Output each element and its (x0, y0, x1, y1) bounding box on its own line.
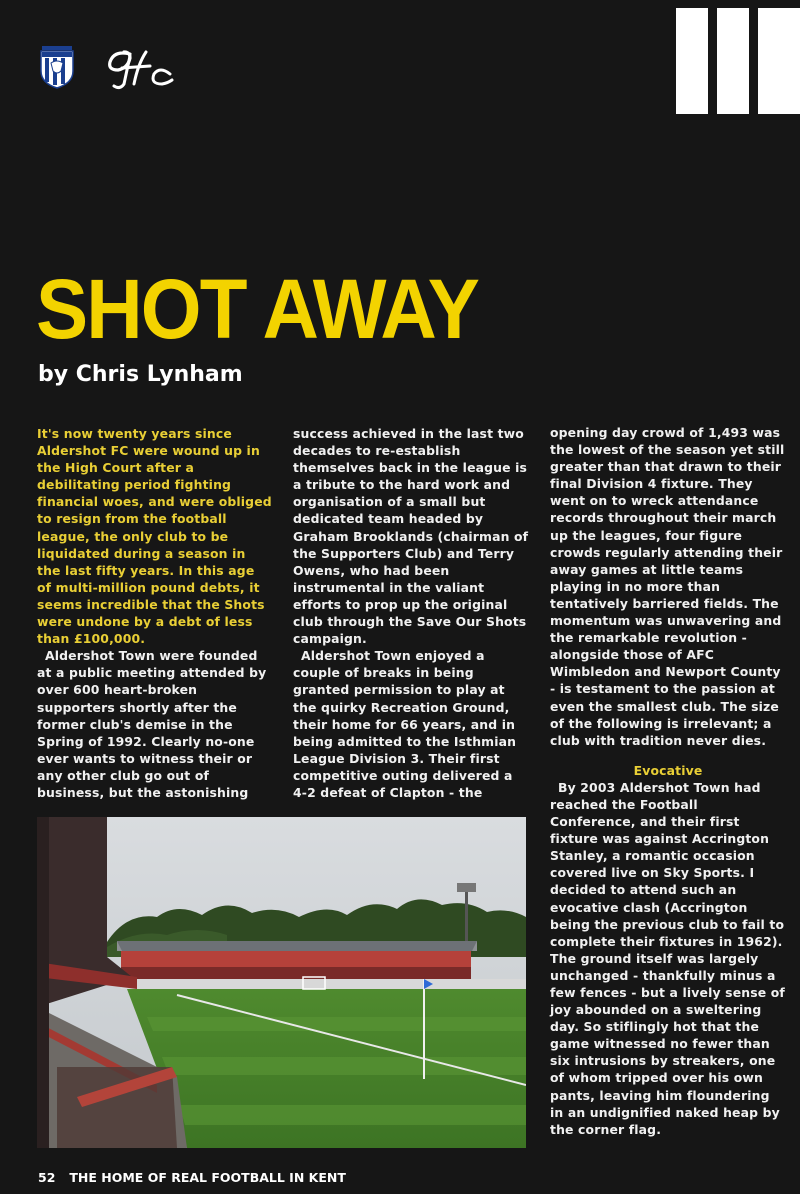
page-footer (38, 1170, 360, 1185)
body-paragraph: By 2003 Aldershot Town had reached the Football Conference, and their first fixture was against Accrington Stanley, a romantic occasion covered live on Sky Sports. I decided to attend such an evocative clash (Accrington being the previous club to fail to complete their fixtures in 1962). The ground itself was largely unchanged - thankfully minus a few fences - but a lively sense of joy abounded on a sweltering day. So stiflingly hot that the game witnessed no fewer than six intrusions by streakers, one of whom tripped over his own pants, leaving him floundering in an undignified naked heap by the corner flag. (550, 779, 785, 1137)
body-paragraph: opening day crowd of 1,493 was the lowest of the season yet still greater than that drawn to their final Division 4 fixture. They went on to wreck attendance records throughout their march up the leagues, four figure crowds regularly attending their away games at little teams playing in no more than tentatively barriered fields. The momentum was unwavering and the remarkable revolution - alongside those of AFC Wimbledon and Newport County - is testament to the passion at even the smallest club. The size of the following is irrelevant; a club with tradition never dies. (550, 425, 785, 748)
body-paragraph: Aldershot Town were founded at a public meeting attended by over 600 heart-broken supporters shortly after the former club's demise in the Spring of 1992. Clearly no-one ever wants to witness their or any other club go out of business, but the astonishing (37, 648, 267, 800)
body-paragraph: success achieved in the last two decades to re-establish themselves back in the league is a tribute to the hard work and organisation of a small but dedicated team headed by Graham Brooklands (chairman of the Supporters Club) and Terry Owens, who had been instrumental in the valiant efforts to prop up the original club through the Save Our Shots campaign. (293, 426, 529, 647)
body-paragraph: Aldershot Town enjoyed a couple of breaks in being granted permission to play at the quirky Recreation Ground, their home for 66 years, and in being admitted to the Isthmian League Division 3. Their first competitive outing delivered a 4-2 defeat of Clapton - the (293, 648, 517, 800)
intro-paragraph: It's now twenty years since Aldershot FC were wound up in the High Court after a debilitating period fighting financial woes, and were obliged to resign from the football league, the only club to be liquidated during a season in the last fifty years. In this age of multi-million pound debts, it seems incredible that the Shots were undone by a debt of less than £100,000. (37, 426, 272, 647)
gfc-monogram-icon (100, 44, 176, 92)
text-column-3 (550, 424, 786, 1138)
header-stripes (673, 8, 800, 114)
article-byline: by Chris Lynham (38, 362, 243, 387)
stripe (717, 8, 749, 114)
text-column-1 (37, 425, 273, 801)
stadium-photo (37, 817, 526, 1148)
stripe (758, 8, 800, 114)
section-subheading: Evocative (633, 762, 703, 778)
gillingham-crest-icon (39, 45, 75, 89)
footer-tagline: THE HOME OF REAL FOOTBALL IN KENT (69, 1170, 346, 1185)
stripe (676, 8, 708, 114)
page-number: 52 (38, 1170, 56, 1185)
text-column-2 (293, 425, 529, 801)
article-title: SHOT AWAY (36, 262, 478, 356)
